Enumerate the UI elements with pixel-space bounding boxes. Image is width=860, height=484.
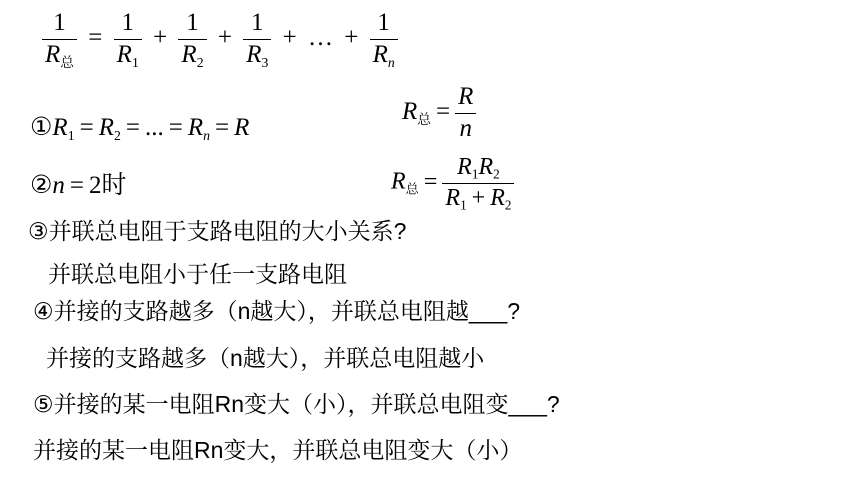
parallel-resistance-formula xyxy=(42,9,398,72)
answer-4: 并接的支路越多（n越大），并联总电阻越小 xyxy=(46,345,485,371)
lhs-fraction xyxy=(42,9,77,72)
term-fraction: $\frac{1}{R_3}$ xyxy=(243,10,271,69)
numerator: 1 xyxy=(53,9,66,36)
marker: ② xyxy=(30,170,53,199)
term-fraction: $\frac{1}{R_2}$ xyxy=(178,10,206,69)
denominator: $R_总$ xyxy=(45,41,75,72)
answer-3: 并联总电阻小于任一支路电阻 xyxy=(48,261,347,287)
case2-condition: ②n = 2时 xyxy=(30,170,127,199)
plus-sign: + xyxy=(344,23,359,51)
fraction-bar xyxy=(42,39,77,40)
question-4: ④并接的支路越多（n越大），并联总电阻越___? xyxy=(33,298,521,324)
case2-result-formula: $R_总$ = $\frac{R_1R_2}{R_1 + R_2}$ xyxy=(391,155,514,211)
question-3: ③并联总电阻于支路电阻的大小关系? xyxy=(28,218,407,244)
plus-sign: + xyxy=(217,23,232,51)
result-fraction: $\frac{R}{n}$ xyxy=(455,84,476,143)
question-5: ⑤并接的某一电阻Rn变大（小），并联总电阻变___? xyxy=(33,391,560,417)
plus-sign: + xyxy=(282,23,297,51)
case1-condition: $①R_1 = R_2$ = ... = $R_n = R$ xyxy=(30,112,250,143)
result-fraction: $\frac{R_1R_2}{R_1 + R_2}$ xyxy=(442,155,514,211)
answer-5: 并接的某一电阻Rn变大，并联总电阻变大（小） xyxy=(33,437,523,463)
plus-sign: + xyxy=(153,23,168,51)
equals-sign: = xyxy=(88,23,103,51)
term-fraction: $\frac{1}{R_n}$ xyxy=(370,10,398,69)
term-fraction: $\frac{1}{R_1}$ xyxy=(114,10,142,69)
case1-result-formula: $R_总$ = $\frac{R}{n}$ xyxy=(402,84,476,143)
marker: ① xyxy=(30,112,53,141)
ellipsis: … xyxy=(307,23,333,51)
